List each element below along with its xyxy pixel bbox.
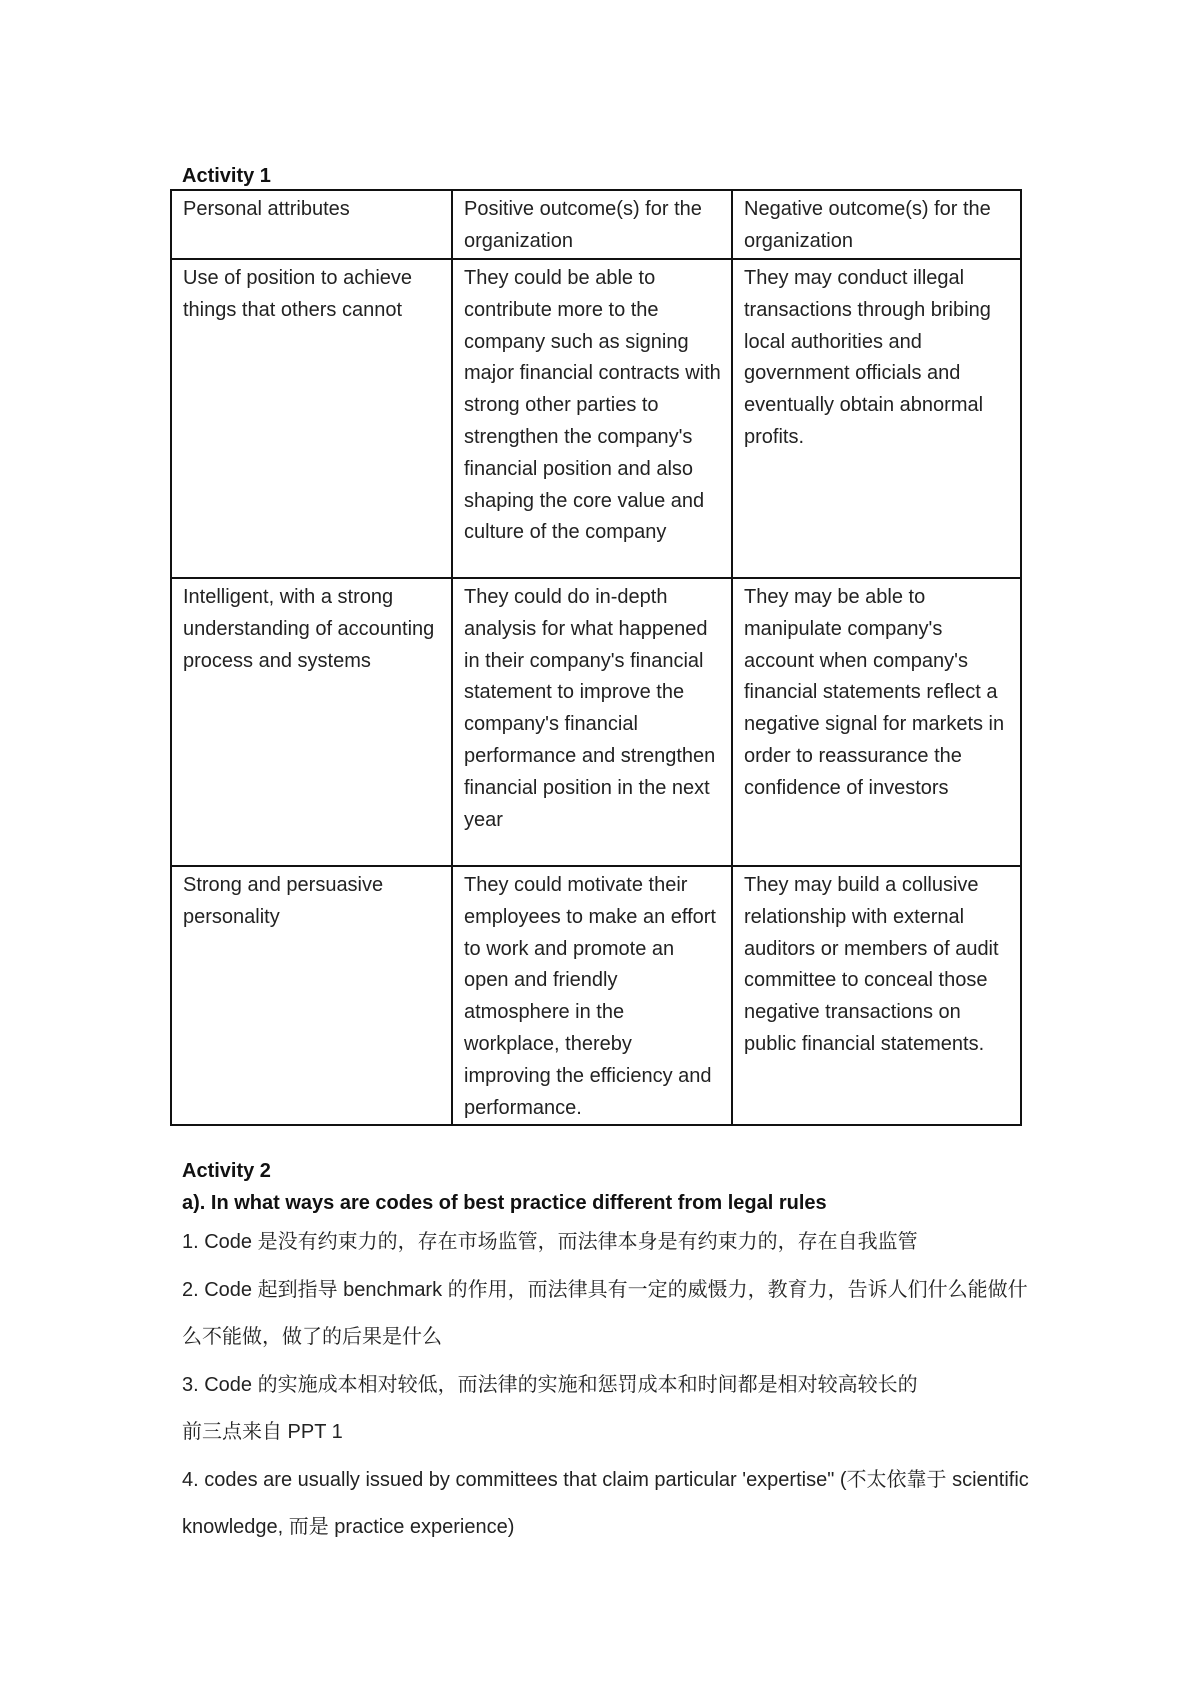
activity-2-question: a). In what ways are codes of best practice different from legal rules <box>182 1192 827 1214</box>
answer-point-1: 1. Code 是没有约束力的，存在市场监管，而法律本身是有约束力的，存在自我监管 <box>182 1231 918 1253</box>
negative-outcome-cell: They may build a collusive relationship with external auditors or members of audit committee to conceal those negative transactions on public financial statements. <box>732 866 1021 1125</box>
attribute-cell: Intelligent, with a strong understanding of accounting process and systems <box>171 578 452 866</box>
positive-outcome-cell: They could do in-depth analysis for what happened in their company's financial statement to improve the company's financial performance and strengthen financial position in the next year <box>452 578 732 866</box>
answer-source-note: 前三点来自 PPT 1 <box>182 1421 343 1443</box>
attribute-cell: Strong and persuasive personality <box>171 866 452 1125</box>
header-positive-outcomes: Positive outcome(s) for the organization <box>452 190 732 259</box>
activity-1-heading: Activity 1 <box>182 165 271 187</box>
activity-2-section <box>182 1155 1042 1552</box>
header-negative-outcomes: Negative outcome(s) for the organization <box>732 190 1021 259</box>
activity-1-table <box>170 189 1022 1126</box>
positive-outcome-cell: They could motivate their employees to make an effort to work and promote an open and friendly atmosphere in the workplace, thereby improving the efficiency and performance. <box>452 866 732 1125</box>
header-personal-attributes: Personal attributes <box>171 190 452 259</box>
table-row <box>171 578 1021 866</box>
table-row <box>171 866 1021 1125</box>
table-header-row <box>171 190 1021 259</box>
activity-2-heading: Activity 2 <box>182 1160 271 1182</box>
negative-outcome-cell: They may conduct illegal transactions through bribing local authorities and government officials and eventually obtain abnormal profits. <box>732 259 1021 578</box>
answer-point-4: 4. codes are usually issued by committees that claim particular 'expertise" (不太依靠于 scientific knowledge, 而是 practice experience) <box>182 1468 1029 1538</box>
table-row <box>171 259 1021 578</box>
answer-point-3: 3. Code 的实施成本相对较低，而法律的实施和惩罚成本和时间都是相对较高较长的 <box>182 1373 918 1396</box>
positive-outcome-cell: They could be able to contribute more to the company such as signing major financial contracts with strong other parties to strengthen the company's financial position and also shaping the core value and culture of the company <box>452 259 732 578</box>
negative-outcome-cell: They may be able to manipulate company's account when company's financial statements reflect a negative signal for markets in order to reassurance the confidence of investors <box>732 578 1021 866</box>
answer-point-2: 2. Code 起到指导 benchmark 的作用，而法律具有一定的威慑力，教育力，告诉人们什么能做什么不能做，做了的后果是什么 <box>182 1278 1028 1348</box>
attribute-cell: Use of position to achieve things that others cannot <box>171 259 452 578</box>
